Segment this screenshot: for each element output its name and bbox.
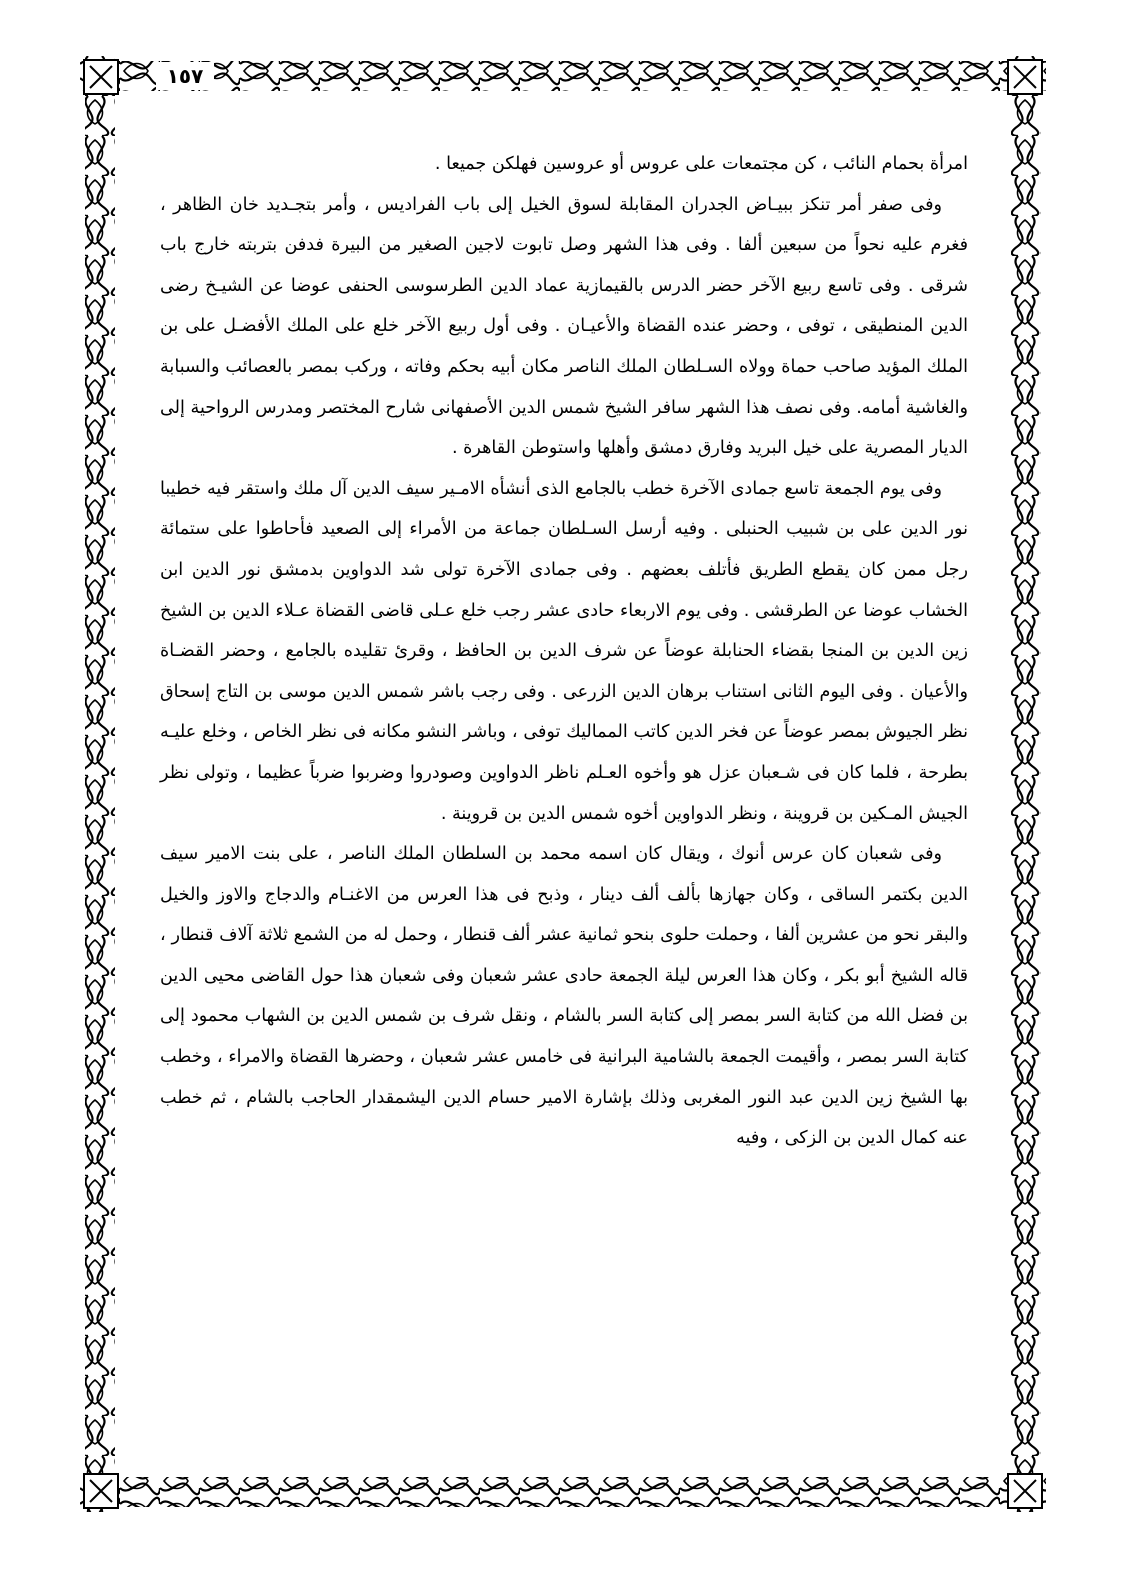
border-top — [80, 61, 1046, 91]
page-frame — [80, 56, 1046, 1512]
page-number: ١٥٧ — [156, 62, 214, 90]
paragraph: وفى يوم الجمعة تاسع جمادى الآخرة خطب بالجامع الذى أنشأه الامـير سيف الدين آل ملك واستقر فيه خطيبا نور الدين على بن شبيب الحنبلى . وفيه أرسل السـلطان جماعة من الأمراء إلى الصعيد فأحاطوا على ستمائة رجل ممن كان يقطع الطريق فأتلف بعضهم . وفى جمادى الآخرة تولى شد الدواوين بدمشق نور الدين ابن الخشاب عوضا عن الطرقشى . وفى يوم الاربعاء حادى عشر رجب خلع عـلى قاضى القضاة عـلاء الدين بن الشيخ زين الدين بن المنجا بقضاء الحنابلة عوضاً عن شرف الدين بن الحافظ ، وقرئ تقليده بالجامع ، وحضر القضـاة والأعيان . وفى اليوم الثانى استناب برهان الدين الزرعى . وفى رجب باشر شمس الدين موسى بن التاج إسحاق نظر الجيوش بمصر عوضاً عن فخر الدين كاتب المماليك توفى ، وباشر النشو مكانه فى نظر الخاص ، وخلع عليـه بطرحة ، فلما كان فى شـعبان عزل هو وأخوه العـلم ناظر الدواوين وصودروا وضربوا ضرباً عظيما ، وتولى نظر الجيش المـكين بن قروينة ، ونظر الدواوين أخوه شمس الدين بن قروينة . — [160, 478, 968, 824]
border-right — [1011, 56, 1041, 1512]
page-body — [160, 144, 968, 1504]
border-left — [85, 56, 115, 1512]
paragraph: امرأة بحمام النائب ، كن مجتمعات على عروس أو عروسين فهلكن جميعا . — [434, 154, 968, 174]
paragraph: وفى صفر أمر تنكز ببيـاض الجدران المقابلة لسوق الخيل إلى باب الفراديس ، وأمر بتجـديد خان الظاهر ، فغرم عليه نحواً من سبعين ألفا . وفى هذا الشهر وصل تابوت لاجين الصغير من البيرة فدفن بتربته خارج باب شرقى . وفى تاسع ربيع الآخر حضر الدرس بالقيمازية عماد الدين الطرسوسى الحنفى عوضا عن الشيـخ رضى الدين المنطيقى ، توفى ، وحضر عنده القضاة والأعيـان . وفى أول ربيع الآخر خلع على الملك الأفضـل على بن الملك المؤيد صاحب حماة وولاه السـلطان الملك الناصر مكان أبيه بحكم وفاته ، وركب بمصر بالعصائب والسبابة والغاشية أمامه. وفى نصف هذا الشهر سافر الشيخ شمس الدين الأصفهانى شارح المختصر ومدرس الرواحية إلى الديار المصرية على خيل البريد وفارق دمشق وأهلها واستوطن القاهرة . — [160, 194, 968, 459]
paragraph: وفى شعبان كان عرس أنوك ، ويقال كان اسمه محمد بن السلطان الملك الناصر ، على بنت الامير سيف الدين بكتمر الساقى ، وكان جهازها بألف ألف دينار ، وذبح فى هذا العرس من الاغنـام والدجاج والاوز والخيل والبقر نحو من عشرين ألفا ، وحملت حلوى بنحو ثمانية عشر ألف قنطار ، وحمل له من الشمع ثلاثة آلاف قنطار ، قاله الشيخ أبو بكر ، وكان هذا العرس ليلة الجمعة حادى عشر شعبان وفى شعبان هذا حول القاضى محيى الدين بن فضل الله من كتابة السر بمصر إلى كتابة السر بالشام ، ونقل شرف بن شمس الدين بن الشهاب محمود إلى كتابة السر بمصر ، وأقيمت الجمعة بالشامية البرانية فى خامس عشر شعبان ، وحضرها القضاة والامراء ، وخطب بها الشيخ زين الدين عبد النور المغربى وذلك بإشارة الامير حسام الدين اليشمقدار الحاجب بالشام ، ثم خطب عنه كمال الدين بن الزكى ، وفيه — [160, 844, 968, 1149]
